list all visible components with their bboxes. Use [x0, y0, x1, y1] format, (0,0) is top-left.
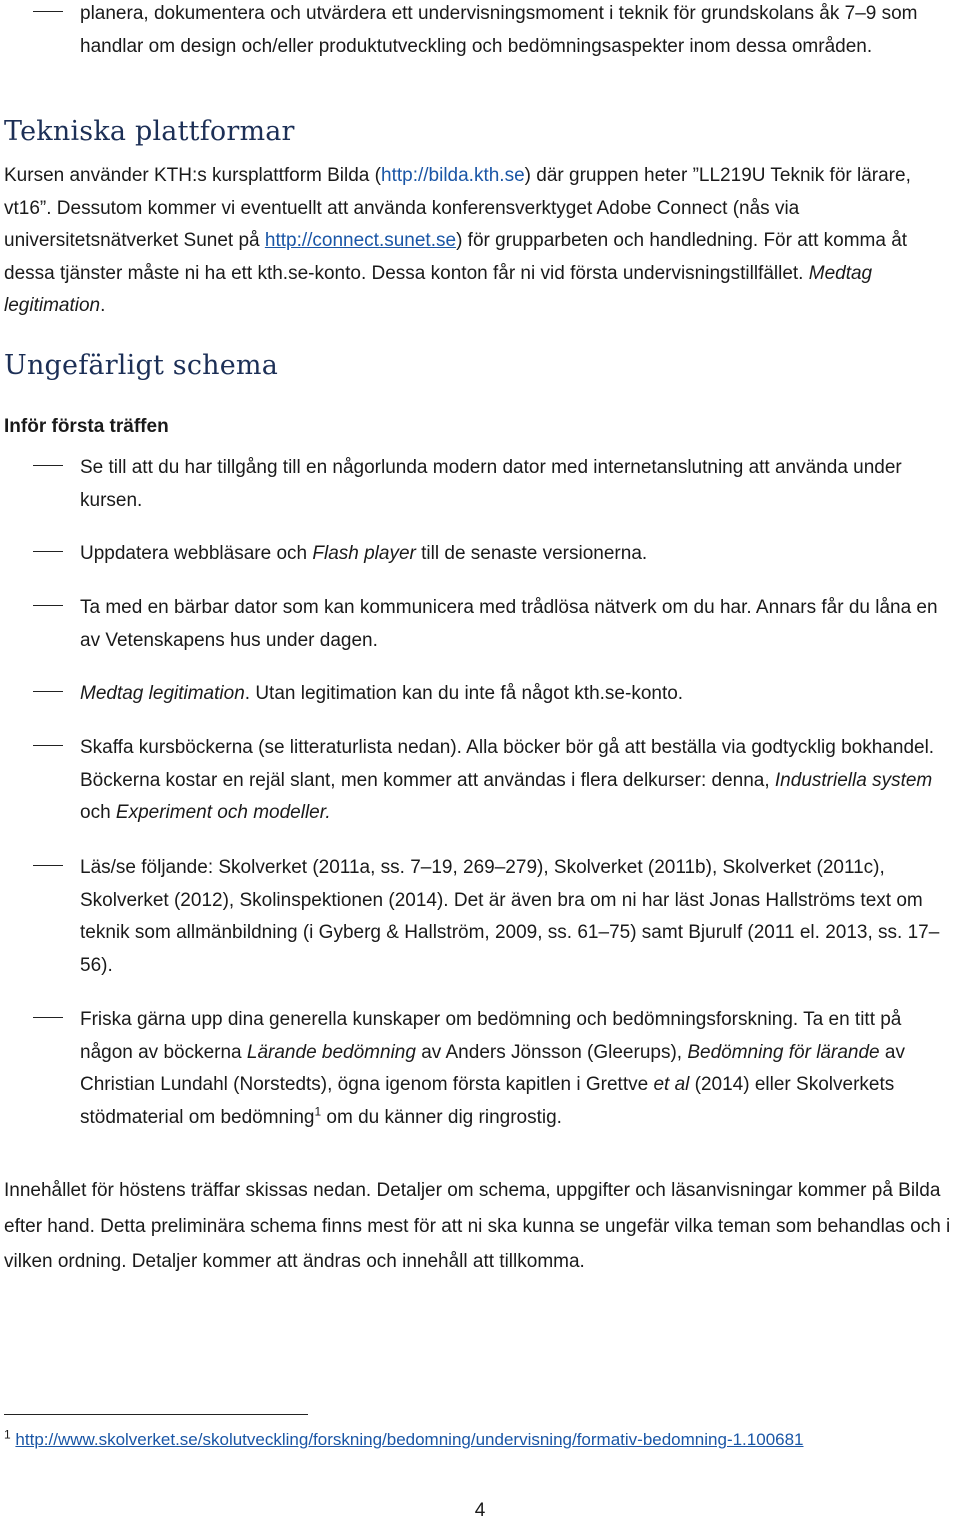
italic-run: Lärande bedömning [246, 1041, 416, 1063]
text-run: och [80, 802, 116, 823]
page-number: 4 [474, 1500, 486, 1521]
footnote-marker[interactable]: 1 [314, 1104, 322, 1119]
text-run: till de senaste versionerna. [415, 543, 648, 564]
dash-bullet [33, 745, 63, 746]
autumn-paragraph: Innehållet för höstens träffar skissas nedan. Detaljer om schema, uppgifter och läsanvisningar kommer på Bilda efter hand. Detta preliminära schema finns mest för att ni ska kunna se ungefär vilka teman som behandlas och i vilken ordning. Detaljer kommer att ändras och innehåll att tillkomma. [4, 1180, 951, 1272]
text-run: Skaffa kursböckerna (se litteraturlista nedan). Alla böcker bör gå att beställa via godtycklig bokhandel. Böckerna kostar en rejäl slant, men kommer att användas i flera delkurser: denna, [80, 737, 935, 791]
italic-run: Medtag legitimation [4, 262, 873, 317]
footnote-number: 1 [4, 1427, 11, 1442]
dash-bullet [33, 11, 63, 12]
subheading-first-meeting: Inför första träffen [4, 416, 169, 437]
dash-bullet [33, 465, 63, 466]
list-item-text: Se till att du har tillgång till en någorlunda modern dator med internetanslutning att använda under kursen. [80, 457, 902, 511]
connect-link[interactable]: http://connect.sunet.se [264, 230, 457, 252]
list-item-text: Ta med en bärbar dator som kan kommunicera med trådlösa nätverk om du har. Annars får du låna en av Vetenskapens hus under dagen. [80, 597, 938, 651]
section-heading-schedule: Ungefärligt schema [4, 350, 279, 381]
dash-bullet [33, 551, 63, 552]
text-run: om du känner dig ringrostig. [321, 1106, 562, 1128]
dash-bullet [33, 865, 63, 866]
list-item-text: planera, dokumentera och utvärdera ett undervisningsmoment i teknik för grundskolans åk 7–9 som handlar om design och/eller produktutveckling och bedömningsaspekter inom dessa områden. [80, 3, 918, 57]
italic-run: Medtag legitimation [80, 683, 245, 704]
dash-bullet [33, 691, 63, 692]
text-run: . [100, 295, 106, 317]
footnote-link[interactable]: http://www.skolverket.se/skolutveckling/forskning/bedomning/undervisning/formativ-bedomning-1.100681 [15, 1430, 804, 1449]
footnote [4, 1427, 804, 1450]
text-run: Kursen använder KTH:s kursplattform Bilda ( [4, 165, 381, 186]
bilda-link[interactable]: http://bilda.kth.se [381, 165, 525, 186]
list-item-text: Läs/se följande: Skolverket (2011a, ss. 7–19, 269–279), Skolverket (2011b), Skolverket (2011c), Skolverket (2012), Skolinspektionen (2014). Det är även bra om ni har läst Jonas Hallströms text om teknik som allmänbildning (i Gyberg & Hallström, 2009, ss. 61–75) samt Bjurulf (2011 el. 2013, ss. 17–56). [80, 857, 940, 976]
text-run: av Christian Lundahl (Norstedts), ögna igenom första kapitlen i Grettve [80, 1041, 905, 1095]
italic-run: Industriella system [774, 769, 933, 791]
footnote-separator [4, 1414, 308, 1415]
list-item-text [80, 732, 954, 830]
text-run: (2014) eller Skolverkets stödmaterial om bedömning [80, 1074, 895, 1128]
italic-run: et al [653, 1074, 690, 1095]
text-run: av Anders Jönsson (Gleerups), [415, 1041, 688, 1063]
list-item-text [80, 678, 954, 711]
list-item-text [80, 1004, 954, 1134]
section-heading-platforms: Tekniska plattformar [4, 116, 295, 147]
italic-run: Bedömning för lärande [687, 1041, 880, 1063]
dash-bullet [33, 605, 63, 606]
dash-bullet [33, 1017, 63, 1018]
text-run: ) där gruppen heter ”LL219U Teknik för lärare, vt16”. Dessutom kommer vi eventuellt att använda konferensverktyget Adobe Connect (nås via universitetsnätverket Sunet på [4, 165, 911, 252]
italic-run: Experiment och modeller. [115, 802, 331, 823]
platforms-paragraph [4, 160, 956, 323]
text-run: Friska gärna upp dina generella kunskaper om bedömning och bedömningsforskning. Ta en titt på någon av böckerna [80, 1009, 902, 1063]
text-run: . Utan legitimation kan du inte få något kth.se-konto. [244, 683, 684, 704]
text-run: ) för grupparbeten och handledning. För att komma åt dessa tjänster måste ni ha ett kth.se-konto. Dessa konton får ni vid första undervisningstillfället. [4, 230, 908, 284]
text-run: Uppdatera webbläsare och [80, 543, 313, 564]
list-item-text [80, 538, 954, 571]
italic-run: Flash player [312, 543, 416, 564]
